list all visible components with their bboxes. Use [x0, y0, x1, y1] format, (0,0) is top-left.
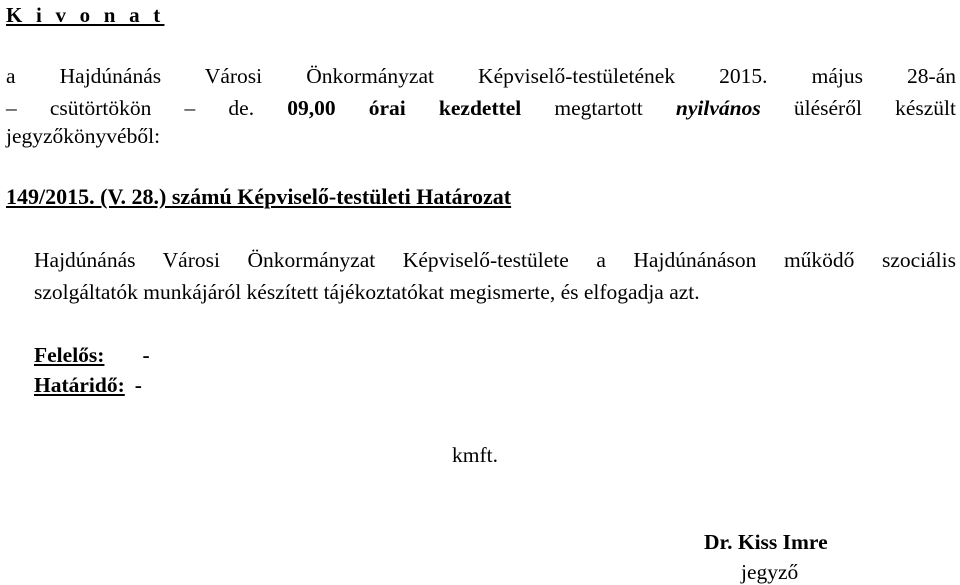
- resolution-body-line-1: Hajdúnánás Városi Önkormányzat Képviselő-testülete a Hajdúnánáson működő szociális: [34, 248, 956, 272]
- intro-line-1: a Hajdúnánás Városi Önkormányzat Képviselő-testületének 2015. május 28-án: [6, 64, 956, 88]
- resolution-body: [34, 244, 956, 308]
- responsible-label: Felelős:: [34, 343, 105, 367]
- deadline-label: Határidő:: [34, 373, 125, 397]
- intro-line-3: jegyzőkönyvéből:: [6, 124, 161, 148]
- intro-line-2: – csütörtökön – de. 09,00 órai kezdettel megtartott nyilvános üléséről készült: [6, 96, 956, 120]
- meeting-time: 09,00 órai kezdettel: [287, 96, 522, 120]
- signer-role: jegyző: [741, 560, 799, 584]
- resolution-body-line-2: szolgáltatók munkájáról készített tájékoztatókat megismerte, és elfogadja azt.: [34, 280, 700, 304]
- kmft-mark: kmft.: [452, 443, 498, 467]
- deadline-row: [34, 373, 142, 398]
- deadline-value: -: [134, 373, 142, 397]
- responsible-value: -: [142, 343, 150, 367]
- document-heading: K i v o n a t: [6, 3, 165, 27]
- signer-name: Dr. Kiss Imre: [704, 530, 828, 554]
- responsible-row: [34, 343, 150, 368]
- intro-paragraph: [6, 60, 956, 124]
- session-type: nyilvános: [675, 96, 761, 120]
- resolution-title: 149/2015. (V. 28.) számú Képviselő-testületi Határozat: [6, 184, 512, 209]
